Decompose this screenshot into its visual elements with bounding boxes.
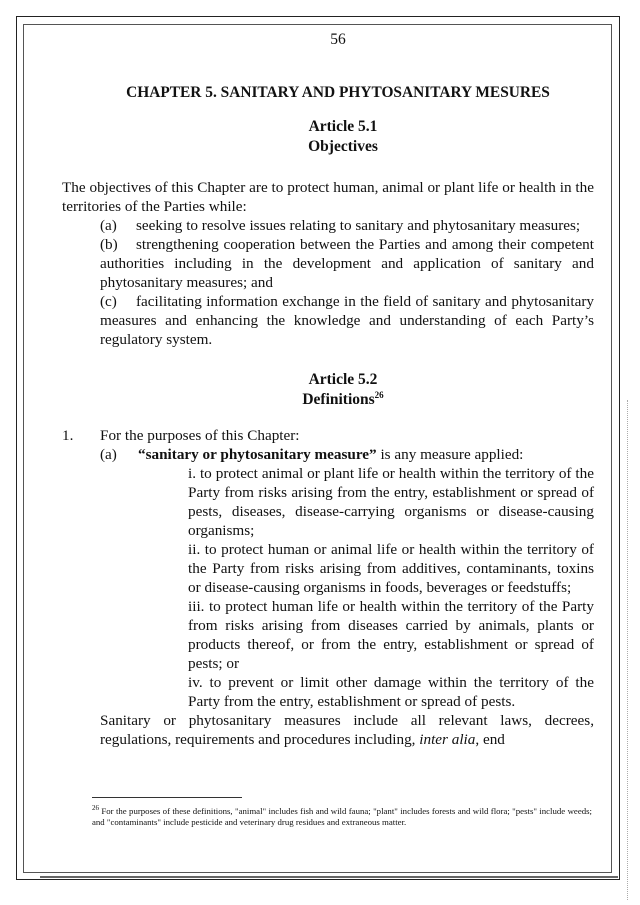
item-label: (c) xyxy=(100,293,117,310)
article-5-2-subheading xyxy=(92,390,594,410)
footnote-26 xyxy=(92,806,592,829)
item-label: (a) xyxy=(100,217,117,234)
subitem-ii: ii. to protect human or animal life or health within the territory of the Party from risks arising from additives, contaminants, toxins or disease-causing organisms in foods, beverages or feedstuffs; xyxy=(188,541,594,596)
item-label: (b) xyxy=(100,236,118,253)
paragraph-number: 1. xyxy=(62,427,74,444)
page-number: 56 xyxy=(330,31,346,48)
item-text: facilitating information exchange in the field of sanitary and phytosanitary measures and enhancing the knowledge and understanding of each Party’s regulatory system. xyxy=(100,293,594,348)
definition-term: “sanitary or phytosanitary measure” xyxy=(138,446,377,463)
paragraph-text: For the purposes of this Chapter: xyxy=(100,427,300,444)
tail-text: Sanitary or phytosanitary measures include all relevant laws, decrees, regulations, requirements and procedures including, xyxy=(100,712,594,748)
definition-a xyxy=(100,445,594,464)
objective-item-c xyxy=(100,292,594,349)
article-5-2-heading: Article 5.2 xyxy=(308,371,378,388)
subitem-iv: iv. to prevent or limit other damage within the territory of the Party from the entry, establishment or spread of pests. xyxy=(188,674,594,710)
item-text: strengthening cooperation between the Parties and among their competent authorities including in the development and application of sanitary and phytosanitary measures; and xyxy=(100,236,594,291)
objectives-intro: The objectives of this Chapter are to protect human, animal or plant life or health in the territories of the Parties while: xyxy=(62,179,594,215)
objective-item-a xyxy=(100,216,594,235)
article-5-1-subheading: Objectives xyxy=(308,138,378,155)
chapter-title: CHAPTER 5. SANITARY AND PHYTOSANITARY MESURES xyxy=(126,84,550,101)
item-text: seeking to resolve issues relating to sanitary and phytosanitary measures; xyxy=(136,217,581,234)
subitem-iii: iii. to protect human life or health within the territory of the Party from risks arising from diseases carried by animals, plants or products thereof, or from the entry, establishment or spread of pests; or xyxy=(188,598,594,672)
footnote-ref: 26 xyxy=(374,389,384,400)
footnote-mark: 26 xyxy=(92,804,99,813)
document-body xyxy=(62,30,594,749)
bottom-rule xyxy=(40,876,618,878)
subitem-i: i. to protect animal or plant life or health within the territory of the Party from risks arising from the entry, establishment or spread of pests, diseases, disease-carrying organisms or disease-causing organisms; xyxy=(188,465,594,539)
sps-measures-paragraph xyxy=(100,711,594,749)
article-5-1-heading: Article 5.1 xyxy=(308,118,378,135)
definition-label: (a) xyxy=(100,446,117,463)
footnote-text: For the purposes of these definitions, "animal" includes fish and wild fauna; "plant" includes forests and wild flora; "pests" include weeds; and "contaminants" include pesticide and veterinary drug residues and extraneous matter. xyxy=(92,806,592,828)
objective-item-b xyxy=(100,235,594,292)
subheading-text: Definitions xyxy=(302,391,375,408)
scan-edge-mark xyxy=(627,400,629,900)
tail-end: , end xyxy=(475,731,505,748)
definition-rest: is any measure applied: xyxy=(376,446,524,463)
paragraph-1 xyxy=(62,426,594,445)
footnote-separator xyxy=(92,797,242,798)
tail-italic: inter alia xyxy=(419,731,476,748)
